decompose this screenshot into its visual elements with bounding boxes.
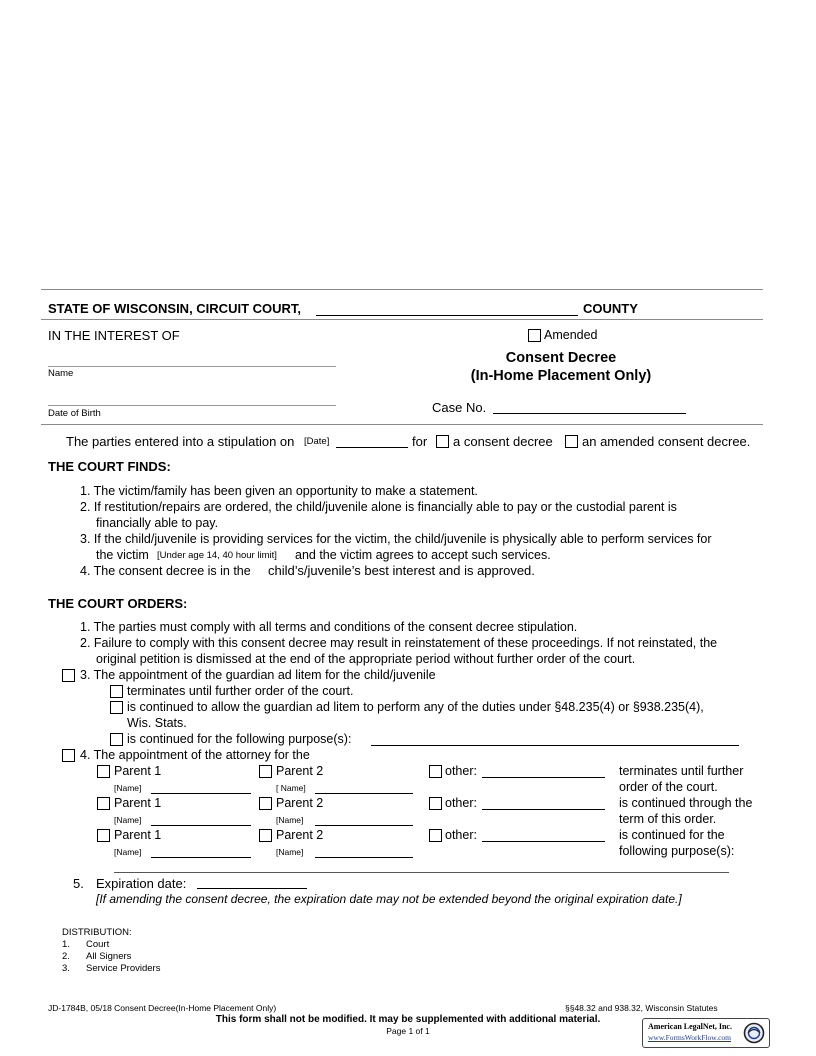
finds-item-1: 1. The victim/family has been given an opportunity to make a statement. [80, 484, 478, 498]
row1-parent2-checkbox[interactable] [259, 765, 272, 778]
distribution-num-2: 2. [62, 951, 70, 962]
row1-parent1-checkbox[interactable] [97, 765, 110, 778]
row2-parent1-name-field[interactable] [151, 825, 251, 826]
distribution-num-3: 3. [62, 963, 70, 974]
finds-item-4-end: child’s/juvenile’s best interest and is approved. [268, 563, 535, 578]
finds-item-3-end: and the victim agrees to accept such services. [295, 548, 551, 562]
date-hint: [Date] [304, 436, 330, 447]
row1-other-label: other: [445, 764, 477, 778]
page-number: Page 1 of 1 [386, 1026, 430, 1036]
row2-term-line1: is continued through the [619, 796, 753, 810]
row1-parent1-label: Parent 1 [114, 764, 162, 778]
attorney-purpose-field[interactable] [114, 872, 729, 873]
row2-parent1-name-hint: [Name] [114, 815, 142, 825]
expiration-note: [If amending the consent decree, the expiration date may not be extended beyond the original expiration date.] [96, 892, 682, 906]
court-finds-heading: THE COURT FINDS: [48, 459, 171, 474]
gal-terminates-checkbox[interactable] [110, 685, 123, 698]
row3-parent1-name-hint: [Name] [114, 847, 142, 857]
finds-item-2: 2. If restitution/repairs are ordered, the child/juvenile alone is financially able to pay or the custodial parent is [80, 500, 677, 514]
amended-checkbox[interactable] [528, 329, 541, 342]
row3-parent2-name-field[interactable] [315, 857, 413, 858]
orders-item-4: 4. The appointment of the attorney for the [80, 748, 310, 762]
name-label: Name [48, 368, 74, 379]
row1-parent2-name-hint: [ Name] [276, 783, 306, 793]
gal-continued-checkbox[interactable] [110, 701, 123, 714]
top-rule [41, 289, 763, 290]
gal-purpose-label: is continued for the following purpose(s): [127, 732, 352, 746]
row3-parent1-label: Parent 1 [114, 828, 162, 842]
row2-term-line2: term of this order. [619, 812, 717, 826]
finds-item-3: 3. If the child/juvenile is providing services for the victim, the child/juvenile is physically able to perform services for [80, 532, 712, 546]
row1-parent2-label: Parent 2 [276, 764, 324, 778]
modification-notice: This form shall not be modified. It may be supplemented with additional material. [215, 1014, 601, 1025]
row3-other-label: other: [445, 828, 477, 842]
consent-decree-label: a consent decree [453, 434, 553, 449]
stipulation-date-field[interactable] [336, 447, 408, 448]
orders-item-3: 3. The appointment of the guardian ad litem for the child/juvenile [80, 668, 436, 682]
row1-other-checkbox[interactable] [429, 765, 442, 778]
expiration-label: Expiration date: [96, 876, 187, 891]
dob-field[interactable] [48, 405, 336, 406]
gal-terminates-label: terminates until further order of the court. [127, 684, 354, 698]
row1-parent1-name-hint: [Name] [114, 783, 142, 793]
row3-other-checkbox[interactable] [429, 829, 442, 842]
stipulation-text: The parties entered into a stipulation on [66, 434, 295, 449]
amended-decree-label: an amended consent decree. [582, 434, 751, 449]
row2-parent2-checkbox[interactable] [259, 797, 272, 810]
row3-parent2-name-hint: [Name] [276, 847, 304, 857]
row2-other-label: other: [445, 796, 477, 810]
row3-parent1-name-field[interactable] [151, 857, 251, 858]
distribution-item-3: Service Providers [86, 963, 161, 974]
body-rule [41, 424, 763, 425]
expiration-date-field[interactable] [197, 888, 307, 889]
row3-term-line2: following purpose(s): [619, 844, 735, 858]
row3-other-field[interactable] [482, 841, 605, 842]
consent-decree-checkbox[interactable] [436, 435, 449, 448]
orders-item-2: 2. Failure to comply with this consent decree may result in reinstatement of these proceedings. If not reinstated, the [80, 636, 718, 650]
logo-company: American LegalNet, Inc. [648, 1022, 732, 1031]
county-label: COUNTY [583, 301, 638, 316]
gal-checkbox[interactable] [62, 669, 75, 682]
gal-continued-cont: Wis. Stats. [127, 716, 187, 730]
row3-parent1-checkbox[interactable] [97, 829, 110, 842]
row3-parent2-label: Parent 2 [276, 828, 324, 842]
row2-parent2-name-hint: [Name] [276, 815, 304, 825]
orders-item-1: 1. The parties must comply with all terms and conditions of the consent decree stipulation. [80, 620, 578, 634]
orders-item-2-cont: original petition is dismissed at the end of the appropriate period without further order of the court. [96, 652, 636, 666]
age-limit-hint: [Under age 14, 40 hour limit] [157, 550, 277, 561]
finds-item-4: 4. The consent decree is in the [80, 564, 251, 578]
finds-item-2-cont: financially able to pay. [96, 516, 219, 530]
amended-label: Amended [544, 328, 598, 342]
distribution-item-2: All Signers [86, 951, 132, 962]
row2-parent1-label: Parent 1 [114, 796, 162, 810]
name-field[interactable] [48, 366, 336, 367]
state-court-label: STATE OF WISCONSIN, CIRCUIT COURT, [48, 301, 302, 316]
gal-purpose-field[interactable] [371, 745, 739, 746]
distribution-num-1: 1. [62, 939, 70, 950]
row1-term-line1: terminates until further [619, 764, 744, 778]
logo-globe-icon [743, 1022, 765, 1044]
county-field[interactable] [316, 315, 578, 316]
for-label: for [412, 434, 428, 449]
row1-parent2-name-field[interactable] [315, 793, 413, 794]
row3-parent2-checkbox[interactable] [259, 829, 272, 842]
row1-other-field[interactable] [482, 777, 605, 778]
row2-parent2-name-field[interactable] [315, 825, 413, 826]
case-no-field[interactable] [493, 413, 686, 414]
court-orders-heading: THE COURT ORDERS: [48, 596, 188, 611]
dob-label: Date of Birth [48, 408, 101, 419]
attorney-checkbox[interactable] [62, 749, 75, 762]
form-subtitle: (In-Home Placement Only) [470, 368, 652, 384]
distribution-item-1: Court [86, 939, 110, 950]
amended-decree-checkbox[interactable] [565, 435, 578, 448]
form-id: JD-1784B, 05/18 Consent Decree(In-Home Placement Only) [48, 1003, 277, 1013]
legalnet-logo [642, 1018, 770, 1048]
case-no-label: Case No. [432, 400, 487, 415]
statutes: §§48.32 and 938.32, Wisconsin Statutes [565, 1003, 718, 1013]
row2-parent1-checkbox[interactable] [97, 797, 110, 810]
row1-term-line2: order of the court. [619, 780, 718, 794]
header-rule [41, 319, 763, 320]
row1-parent1-name-field[interactable] [151, 793, 251, 794]
logo-url: www.FormsWorkFlow.com [648, 1033, 732, 1042]
gal-continued-label: is continued to allow the guardian ad litem to perform any of the duties under §48.235(4) or §938.235(4), [127, 700, 704, 714]
row2-other-checkbox[interactable] [429, 797, 442, 810]
row2-other-field[interactable] [482, 809, 605, 810]
form-title: Consent Decree [505, 350, 617, 366]
gal-purpose-checkbox[interactable] [110, 733, 123, 746]
finds-item-3-cont: the victim [96, 548, 149, 562]
row3-term-line1: is continued for the [619, 828, 725, 842]
interest-of-label: IN THE INTEREST OF [48, 328, 180, 343]
row2-parent2-label: Parent 2 [276, 796, 324, 810]
distribution-heading: DISTRIBUTION: [62, 927, 132, 938]
expiration-number: 5. [73, 876, 84, 891]
